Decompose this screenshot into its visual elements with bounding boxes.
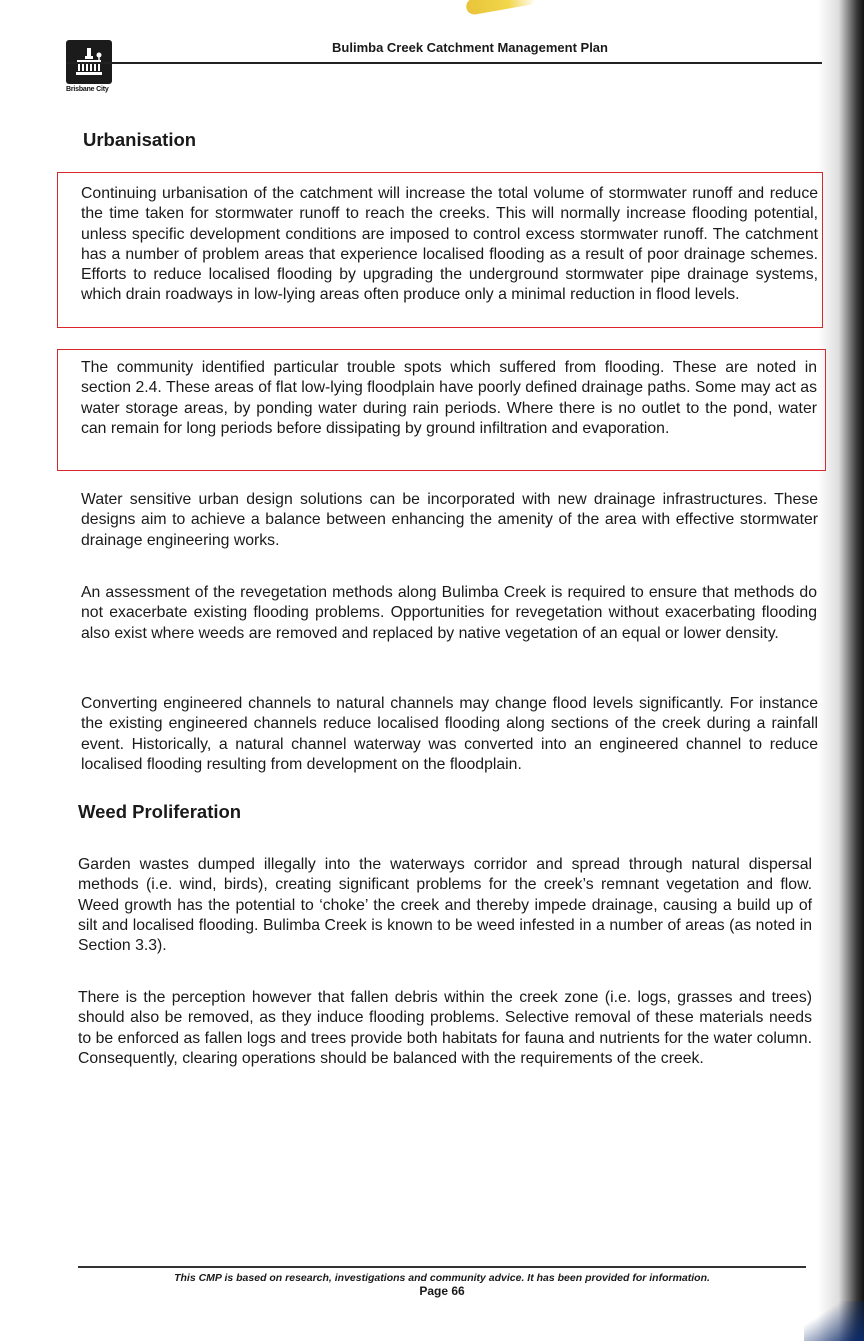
document-title: Bulimba Creek Catchment Management Plan	[332, 40, 608, 55]
paragraph: There is the perception however that fallen debris within the creek zone (i.e. logs, grasses and trees) should also be removed, as they induce flooding problems. Selective removal of these materials needs to be enforced as fallen logs and trees provide both habitats for fauna and nutrients for the water column. Consequently, clearing operations should be balanced with the requirements of the creek.	[78, 989, 812, 1067]
section-heading-weed-proliferation: Weed Proliferation	[78, 801, 242, 822]
footer-rule	[78, 1266, 806, 1268]
page-number: Page 66	[419, 1284, 465, 1298]
paragraph: Continuing urbanisation of the catchment will increase the total volume of stormwater runoff and reduce the time taken for stormwater runoff to reach the creeks. This will normally increase flooding potential, unless specific development conditions are imposed to control excess stormwater runoff. The catchment has a number of problem areas that experience localised flooding as a result of poor drainage schemes. Efforts to reduce localised flooding by upgrading the underground stormwater pipe drainage systems, which drain roadways in low-lying areas often produce only a minimal reduction in flood levels.	[81, 185, 818, 304]
scan-corner	[804, 1301, 864, 1341]
paragraph: An assessment of the revegetation methods along Bulimba Creek is required to ensure that methods do not exacerbate existing flooding problems. Opportunities for revegetation without exacerbating flooding also exist where weeds are removed and replaced by native vegetation of an equal or lower density.	[81, 584, 817, 642]
binding-shadow	[818, 0, 864, 1341]
footer-disclaimer: This CMP is based on research, investigations and community advice. It has been provided for information.	[174, 1272, 710, 1284]
logo-caption: Brisbane City	[66, 86, 109, 93]
highlighter-mark	[465, 0, 537, 16]
paragraph: Converting engineered channels to natural channels may change flood levels significantly. For instance the existing engineered channels reduce localised flooding along sections of the creek during a rainfall event. Historically, a natural channel waterway was converted into an engineered channel to reduce localised flooding resulting from development on the floodplain.	[81, 695, 818, 773]
header-rule	[66, 62, 822, 64]
paragraph: Water sensitive urban design solutions can be incorporated with new drainage infrastructures. These designs aim to achieve a balance between enhancing the amenity of the area with effective stormwater drainage engineering works.	[81, 491, 818, 549]
section-heading-urbanisation: Urbanisation	[83, 129, 197, 150]
paragraph: Garden wastes dumped illegally into the waterways corridor and spread through natural dispersal methods (i.e. wind, birds), creating significant problems for the creek’s remnant vegetation and flow. Weed growth has the potential to ‘choke’ the creek and thereby impede drainage, causing a build up of silt and localised flooding. Bulimba Creek is known to be weed infested in a number of areas (as noted in Section 3.3).	[78, 856, 812, 955]
paragraph: The community identified particular trouble spots which suffered from flooding. These are noted in section 2.4. These areas of flat low-lying floodplain have poorly defined drainage paths. Some may act as water storage areas, by ponding water during rain periods. Where there is no outlet to the pond, water can remain for long periods before dissipating by ground infiltration and evaporation.	[81, 359, 817, 437]
